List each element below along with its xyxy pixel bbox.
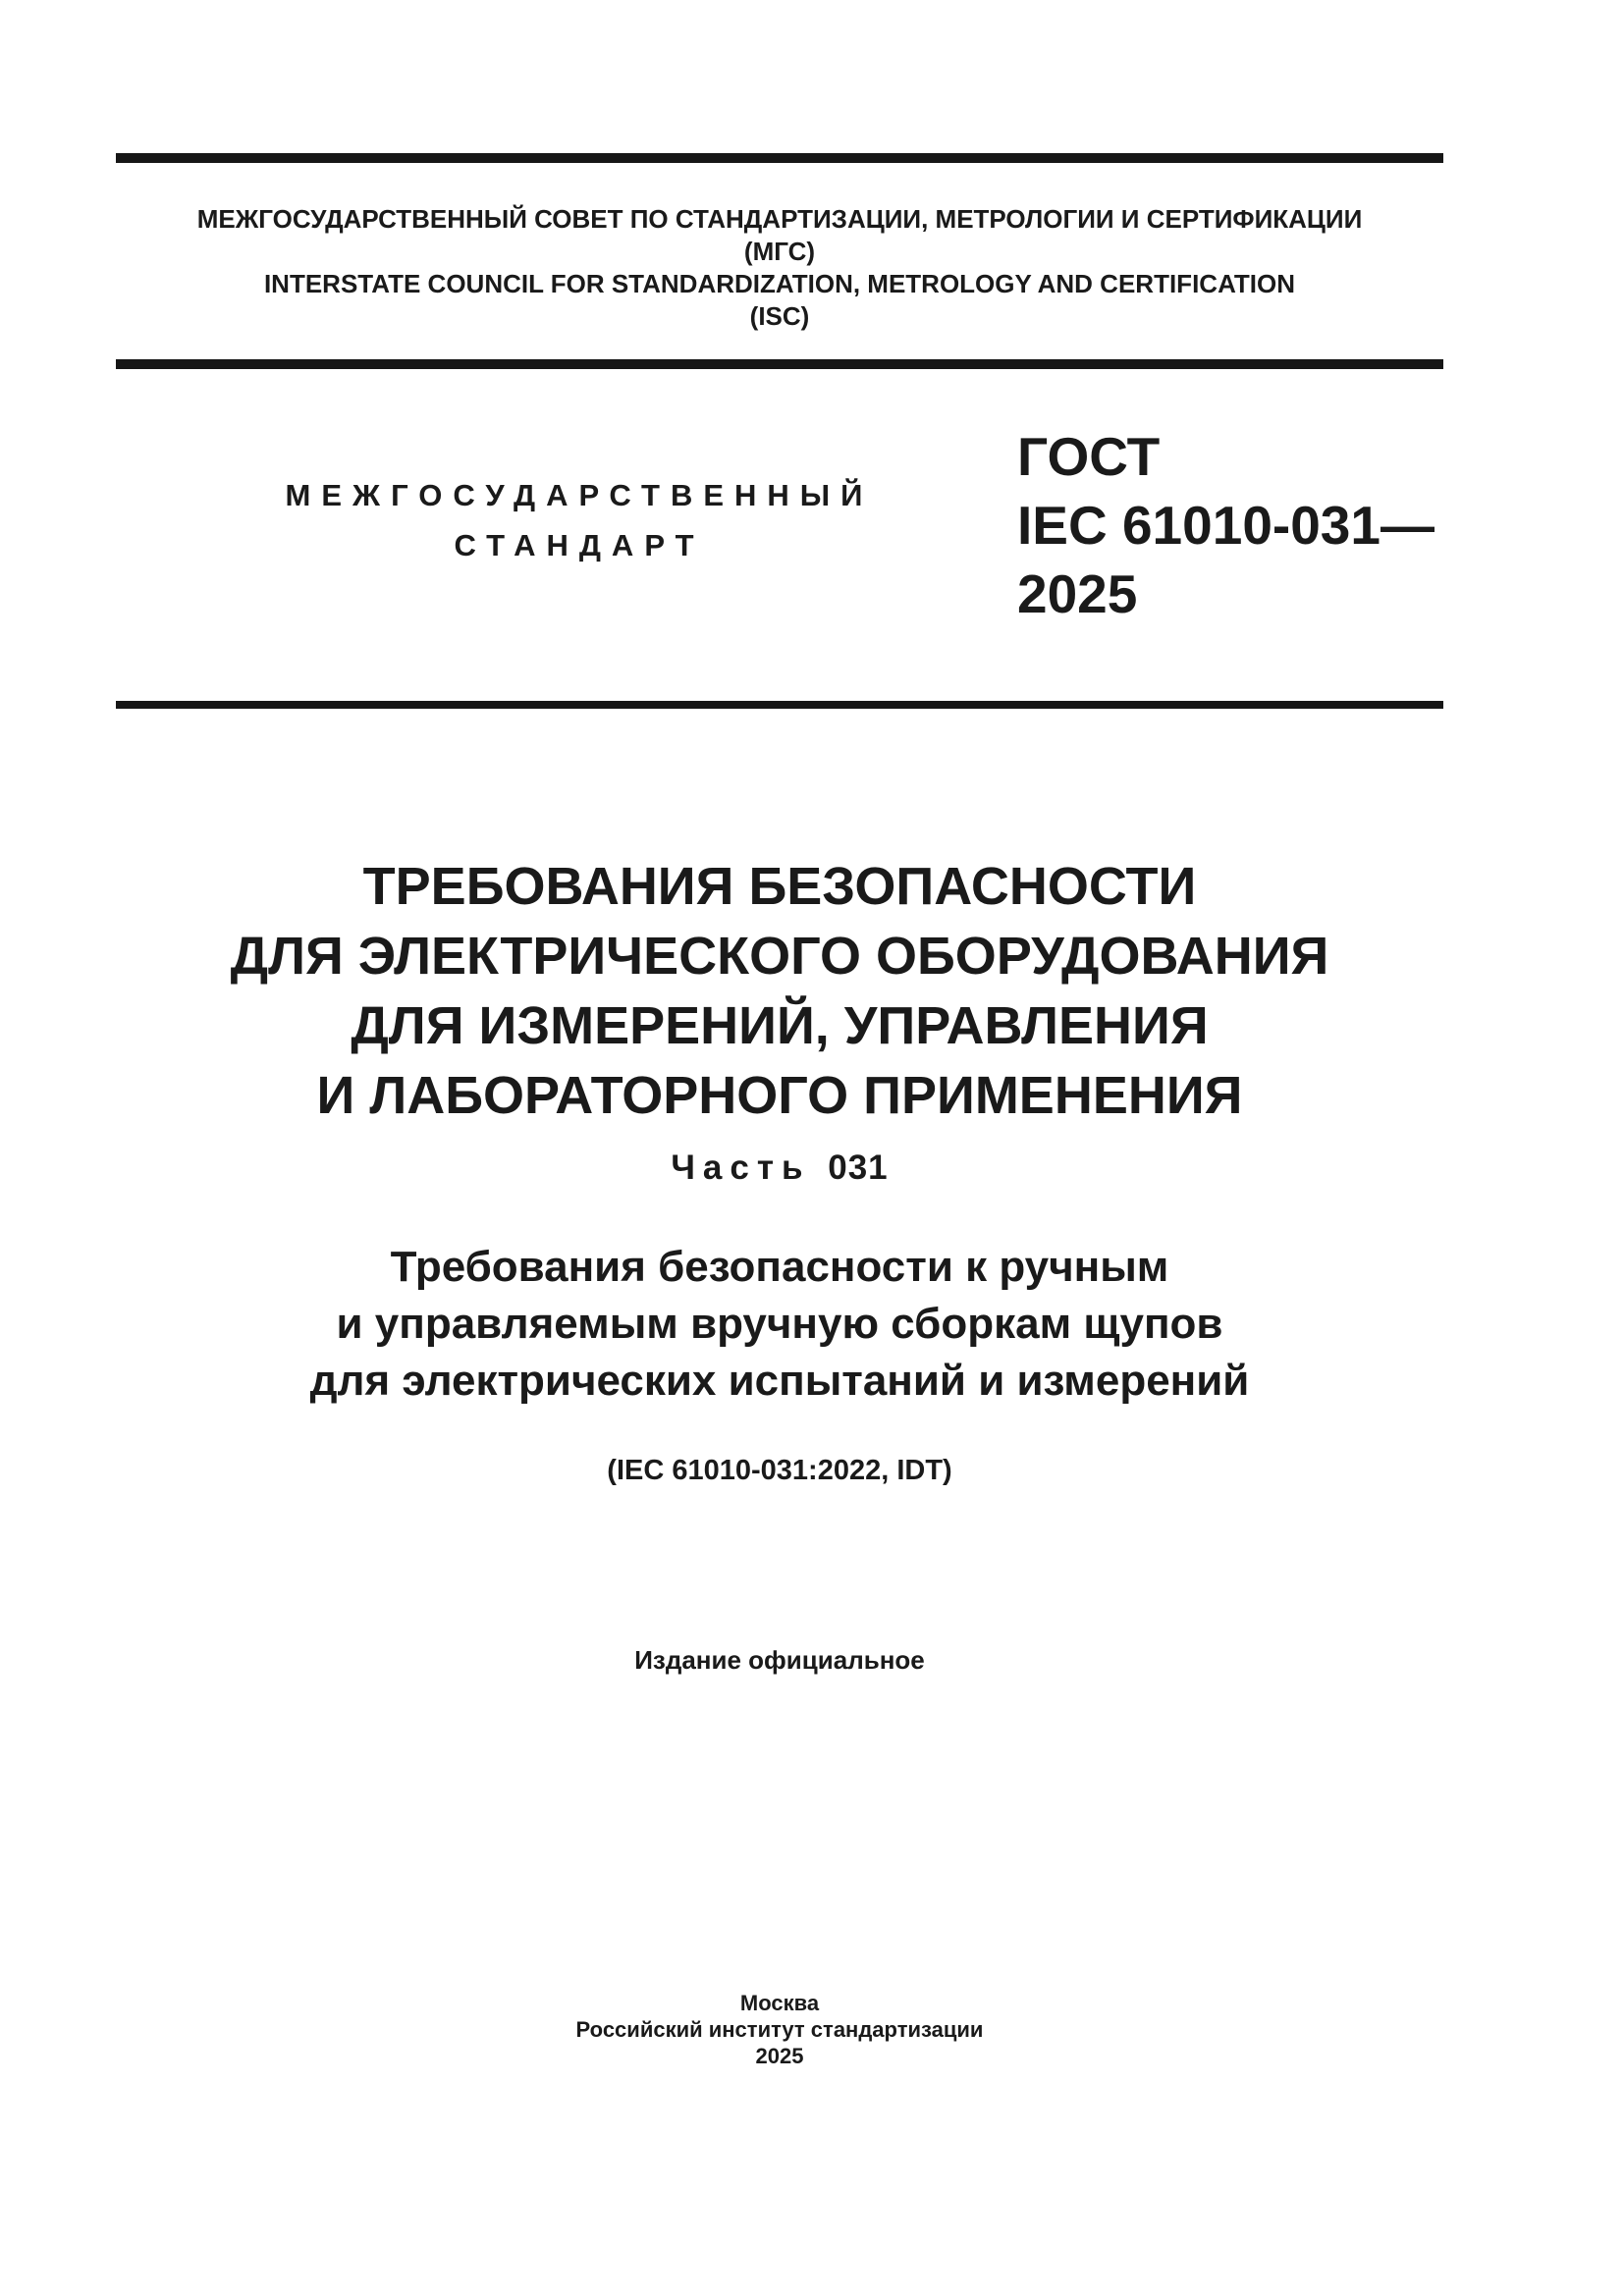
designation-line-3: 2025 xyxy=(1017,563,1138,624)
document-title xyxy=(116,852,1443,1131)
subtitle-line: Требования безопасности к ручным xyxy=(390,1243,1169,1291)
council-block xyxy=(116,203,1443,333)
header-bottom-rule xyxy=(116,359,1443,369)
title-line: И ЛАБОРАТОРНОГО ПРИМЕНЕНИЯ xyxy=(316,1066,1243,1125)
council-name-ru: МЕЖГОСУДАРСТВЕННЫЙ СОВЕТ ПО СТАНДАРТИЗАЦИИ, МЕТРОЛОГИИ И СЕРТИФИКАЦИИ xyxy=(196,204,1363,234)
title-line: ТРЕБОВАНИЯ БЕЗОПАСНОСТИ xyxy=(362,857,1197,916)
imprint-city: Москва xyxy=(739,1991,820,2015)
designation-bottom-rule xyxy=(116,701,1443,709)
iec-reference: (IEC 61010-031:2022, IDT) xyxy=(607,1455,952,1486)
imprint-year: 2025 xyxy=(755,2044,804,2068)
designation-line-1: ГОСТ xyxy=(1017,426,1161,487)
standard-designation xyxy=(1017,422,1435,628)
part-heading xyxy=(116,1148,1443,1188)
standard-kind-line-2: СТАНДАРТ xyxy=(454,528,705,562)
title-line: ДЛЯ ЭЛЕКТРИЧЕСКОГО ОБОРУДОВАНИЯ xyxy=(230,927,1329,986)
imprint-block xyxy=(116,1990,1443,2069)
part-label: Часть xyxy=(671,1148,811,1187)
standard-kind-line-1: МЕЖГОСУДАРСТВЕННЫЙ xyxy=(285,478,874,512)
document-subtitle xyxy=(116,1239,1443,1410)
council-name-en: INTERSTATE COUNCIL FOR STANDARDIZATION, METROLOGY AND CERTIFICATION xyxy=(263,269,1296,298)
title-line: ДЛЯ ИЗМЕРЕНИЙ, УПРАВЛЕНИЯ xyxy=(351,996,1209,1055)
subtitle-line: для электрических испытаний и измерений xyxy=(309,1357,1250,1405)
council-abbr-en: (ISC) xyxy=(749,301,810,331)
council-abbr-ru: (МГС) xyxy=(743,237,816,266)
top-rule xyxy=(116,153,1443,163)
part-number: 031 xyxy=(828,1148,889,1187)
imprint-publisher: Российский институт стандартизации xyxy=(575,2017,984,2042)
edition-note: Издание официальное xyxy=(634,1645,925,1675)
subtitle-line: и управляемым вручную сборкам щупов xyxy=(336,1300,1223,1348)
designation-line-2: IEC 61010-031— xyxy=(1017,495,1435,556)
